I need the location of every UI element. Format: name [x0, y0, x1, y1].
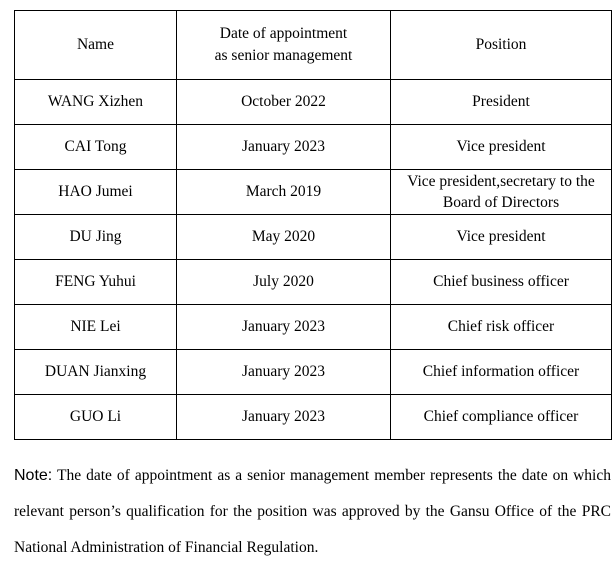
note-label: Note:: [14, 467, 53, 484]
cell-name: HAO Jumei: [15, 170, 177, 215]
cell-position: Chief risk officer: [391, 305, 612, 350]
note-text: The date of appointment as a senior management member represents the date on which relevant person’s qualification for the position was approved by the Gansu Office of the PRC National Administration of Financial Regulation.: [14, 467, 611, 556]
cell-position-line-1: Vice president,secretary to the: [407, 173, 595, 190]
cell-name: CAI Tong: [15, 125, 177, 170]
table-row: [15, 215, 612, 260]
senior-management-table: [14, 10, 612, 440]
cell-position: President: [391, 80, 612, 125]
cell-date: October 2022: [177, 80, 391, 125]
header-date-line-2: as senior management: [214, 47, 353, 64]
cell-position: Chief business officer: [391, 260, 612, 305]
cell-date: January 2023: [177, 350, 391, 395]
table-header-row: [15, 11, 612, 80]
table-row: [15, 170, 612, 215]
cell-date: January 2023: [177, 305, 391, 350]
footnote: [14, 458, 611, 566]
header-date-of-appointment: [177, 11, 391, 80]
cell-date: July 2020: [177, 260, 391, 305]
header-name: Name: [15, 11, 177, 80]
cell-position: Chief information officer: [391, 350, 612, 395]
cell-name: DU Jing: [15, 215, 177, 260]
cell-name: WANG Xizhen: [15, 80, 177, 125]
cell-date: March 2019: [177, 170, 391, 215]
cell-position: Chief compliance officer: [391, 395, 612, 440]
table-row: [15, 305, 612, 350]
header-date-line-1: Date of appointment: [219, 25, 348, 42]
cell-position-line-2: Board of Directors: [442, 194, 560, 211]
header-position: Position: [391, 11, 612, 80]
cell-name: FENG Yuhui: [15, 260, 177, 305]
cell-date: January 2023: [177, 125, 391, 170]
cell-date: January 2023: [177, 395, 391, 440]
cell-position: Vice president: [391, 215, 612, 260]
cell-name: GUO Li: [15, 395, 177, 440]
cell-date: May 2020: [177, 215, 391, 260]
table-row: [15, 125, 612, 170]
cell-position: Vice president: [391, 125, 612, 170]
table-row: [15, 395, 612, 440]
table-row: [15, 260, 612, 305]
cell-position: [391, 170, 612, 215]
cell-name: NIE Lei: [15, 305, 177, 350]
cell-name: DUAN Jianxing: [15, 350, 177, 395]
table-row: [15, 350, 612, 395]
table-row: [15, 80, 612, 125]
